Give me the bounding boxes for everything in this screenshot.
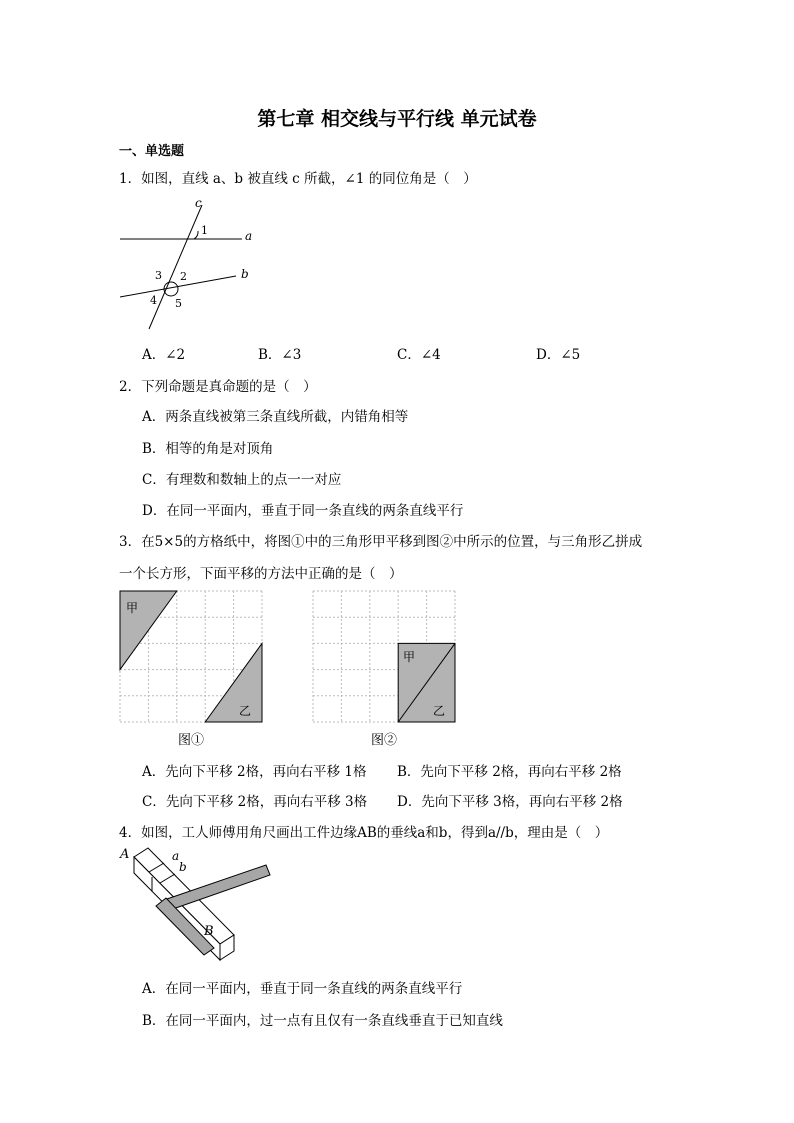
label-angle-3: 3 xyxy=(155,269,162,282)
label-yi: 乙 xyxy=(239,704,252,718)
section-heading: 一、单选题 xyxy=(119,144,185,159)
label-angle-4: 4 xyxy=(150,294,157,307)
q4-option-b: B．在同一平面内，过一点有且仅有一条直线垂直于已知直线 xyxy=(142,1013,503,1029)
question-3-stem-line2: 一个长方形，下面平移的方法中正确的是（ ） xyxy=(119,566,403,582)
q1-option-a: A．∠2 xyxy=(142,347,186,363)
label-a: a xyxy=(172,849,180,863)
q3-option-a: A．先向下平移 2格，再向右平移 1格 xyxy=(142,764,367,780)
q2-option-c: C．有理数和数轴上的点一一对应 xyxy=(142,472,342,488)
figure-1-caption: 图① xyxy=(178,733,205,748)
label-angle-5: 5 xyxy=(175,297,182,310)
label-yi: 乙 xyxy=(433,704,446,718)
label-angle-2: 2 xyxy=(180,270,187,283)
label-jia: 甲 xyxy=(403,650,416,664)
label-b: b xyxy=(241,267,249,281)
question-3-stem-line1: 3．在5×5的方格纸中，将图①中的三角形甲平移到图②中所示的位置，与三角形乙拼成 xyxy=(119,534,643,550)
page-title: 第七章 相交线与平行线 单元试卷 xyxy=(257,108,537,130)
label-angle-1: 1 xyxy=(201,224,208,237)
label-jia: 甲 xyxy=(126,601,139,615)
label-B: B xyxy=(204,924,214,939)
question-3-figure-1 xyxy=(120,591,262,722)
label-A: A xyxy=(120,847,130,862)
q2-option-b: B．相等的角是对顶角 xyxy=(142,441,274,457)
figure-2-caption: 图② xyxy=(371,733,398,748)
label-b: b xyxy=(179,860,187,874)
q1-option-d: D．∠5 xyxy=(536,347,581,363)
question-3-figure-2 xyxy=(313,591,455,722)
question-1-stem: 1．如图，直线 a、b 被直线 c 所截，∠1 的同位角是（ ） xyxy=(119,171,477,187)
question-4-figure xyxy=(118,843,273,963)
q3-option-b: B．先向下平移 2格，再向右平移 2格 xyxy=(397,764,622,780)
q1-option-c: C．∠4 xyxy=(397,347,441,363)
label-c: c xyxy=(195,196,202,210)
angle-1-arc xyxy=(194,231,198,239)
q4-option-a: A．在同一平面内，垂直于同一条直线的两条直线平行 xyxy=(142,981,463,997)
question-2-stem: 2．下列命题是真命题的是（ ） xyxy=(119,379,317,395)
q1-option-b: B．∠3 xyxy=(258,347,302,363)
q2-option-d: D．在同一平面内，垂直于同一条直线的两条直线平行 xyxy=(142,503,464,519)
line-c xyxy=(149,205,202,329)
q2-option-a: A．两条直线被第三条直线所截，内错角相等 xyxy=(142,409,409,425)
question-4-stem: 4．如图，工人师傅用角尺画出工件边缘AB的垂线a和b，得到a//b，理由是（ ） xyxy=(119,825,609,841)
label-a: a xyxy=(245,229,253,243)
q3-option-d: D．先向下平移 3格，再向右平移 2格 xyxy=(397,794,623,810)
q3-option-c: C．先向下平移 2格，再向右平移 3格 xyxy=(142,794,368,810)
question-1-figure xyxy=(118,193,268,335)
